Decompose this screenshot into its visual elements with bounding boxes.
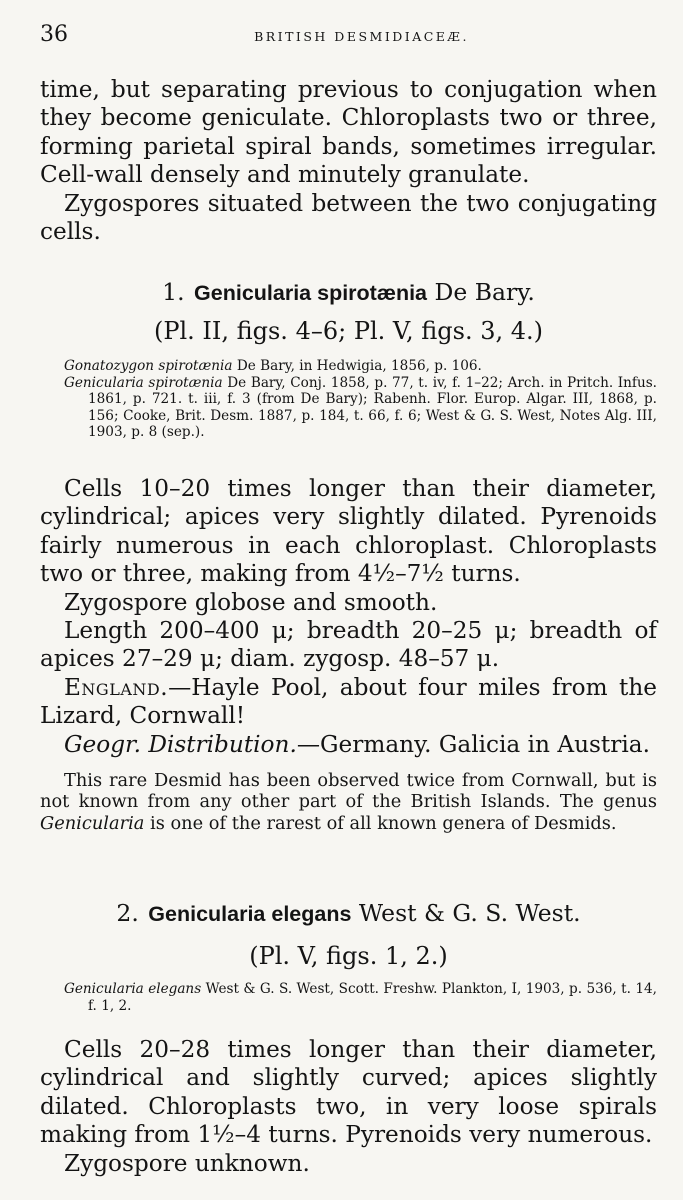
running-head bbox=[40, 22, 653, 52]
species-1-england bbox=[40, 674, 657, 731]
synonym-name: Gonatozygon spirotænia bbox=[64, 358, 233, 374]
species-1-plates: (Pl. II, figs. 4–6; Pl. V, figs. 3, 4.) bbox=[153, 317, 544, 345]
species-1-synonymy bbox=[64, 358, 657, 441]
species-1-number: 1. bbox=[162, 278, 185, 306]
species-1-note bbox=[40, 770, 657, 834]
synonym-entry bbox=[64, 981, 657, 1014]
species-1-note-text bbox=[40, 770, 657, 834]
species-1-zygospore: Zygospore globose and smooth. bbox=[64, 588, 438, 616]
intro-paragraph-2: Zygospores situated between the two conjugating cells. bbox=[40, 189, 657, 246]
england-text: —Hayle Pool, about four miles from the Lizard, Cornwall! bbox=[40, 673, 657, 730]
species-2-description bbox=[40, 1036, 657, 1178]
synonym-name: Genicularia spirotænia bbox=[64, 374, 223, 391]
species-2-plates: (Pl. V, figs. 1, 2.) bbox=[249, 942, 448, 970]
synonym-citation: De Bary, Conj. 1858, p. 77, t. iv, f. 1–22; Arch. in Pritch. Infus. 1861, p. 721. t. iii, f. 3 (from De Bary); Rabenh. Flor. Europ. Algar. III, 1868, p. 156; Cooke, Brit. Desm. 1887, p. 184, t. 66, f. 6; West & G. S. West, Notes Alg. III, 1903, p. 8 (sep.). bbox=[88, 374, 657, 441]
note-part-2: is one of the rarest of all known genera of Desmids. bbox=[150, 812, 617, 834]
intro-text bbox=[40, 76, 657, 246]
intro-paragraph-1: time, but separating previous to conjugation when they become geniculate. Chloroplasts two or three, forming parietal spiral bands, sometimes irregular. Cell-wall densely and minutely granulate. bbox=[40, 76, 657, 189]
species-2-author: West & G. S. West. bbox=[358, 899, 581, 927]
species-1-heading bbox=[40, 277, 657, 308]
synonym-entry bbox=[64, 358, 657, 375]
species-2-synonymy bbox=[64, 981, 657, 1014]
species-1-description bbox=[40, 475, 657, 759]
note-part-1: This rare Desmid has been observed twice from Cornwall, but is not known from any other part of the British Islands. The genus bbox=[40, 770, 657, 813]
geography-label: Geogr. Distribution. bbox=[64, 730, 297, 758]
species-2-number: 2. bbox=[116, 899, 139, 927]
running-title: BRITISH DESMIDIACEÆ. bbox=[254, 29, 469, 44]
species-2-zygospore: Zygospore unknown. bbox=[64, 1149, 310, 1177]
species-1-name: Genicularia spirotænia bbox=[194, 281, 428, 305]
species-1-cells: Cells 10–20 times longer than their diameter, cylindrical; apices very slightly dilated. Pyrenoids fairly numerous in each chloroplast. Chloroplasts two or three, making from 4½–7½ turns. bbox=[40, 475, 657, 588]
species-1-dimensions: Length 200–400 μ; breadth 20–25 μ; breadth of apices 27–29 μ; diam. zygosp. 48–57 μ. bbox=[40, 617, 657, 673]
england-label: England. bbox=[64, 673, 169, 701]
synonym-citation: De Bary, in Hedwigia, 1856, p. 106. bbox=[236, 358, 482, 374]
synonym-entry bbox=[64, 375, 657, 441]
species-1-geography bbox=[40, 731, 657, 759]
page-number: 36 bbox=[40, 22, 68, 47]
synonym-name: Genicularia elegans bbox=[64, 981, 202, 997]
geography-text: —Germany. Galicia in Austria. bbox=[296, 730, 650, 758]
species-2-name: Genicularia elegans bbox=[148, 902, 352, 926]
synonym-citation: West & G. S. West, Scott. Freshw. Plankton, I, 1903, p. 536, t. 14, f. 1, 2. bbox=[88, 981, 657, 1014]
species-2-heading bbox=[40, 898, 657, 929]
species-2-cells: Cells 20–28 times longer than their diameter, cylindrical and slightly curved; apices slightly dilated. Chloroplasts two, in very loose spirals making from 1½–4 turns. Pyrenoids very numerous. bbox=[40, 1036, 657, 1149]
note-genus: Genicularia bbox=[40, 812, 145, 834]
species-1-author: De Bary. bbox=[434, 278, 535, 306]
